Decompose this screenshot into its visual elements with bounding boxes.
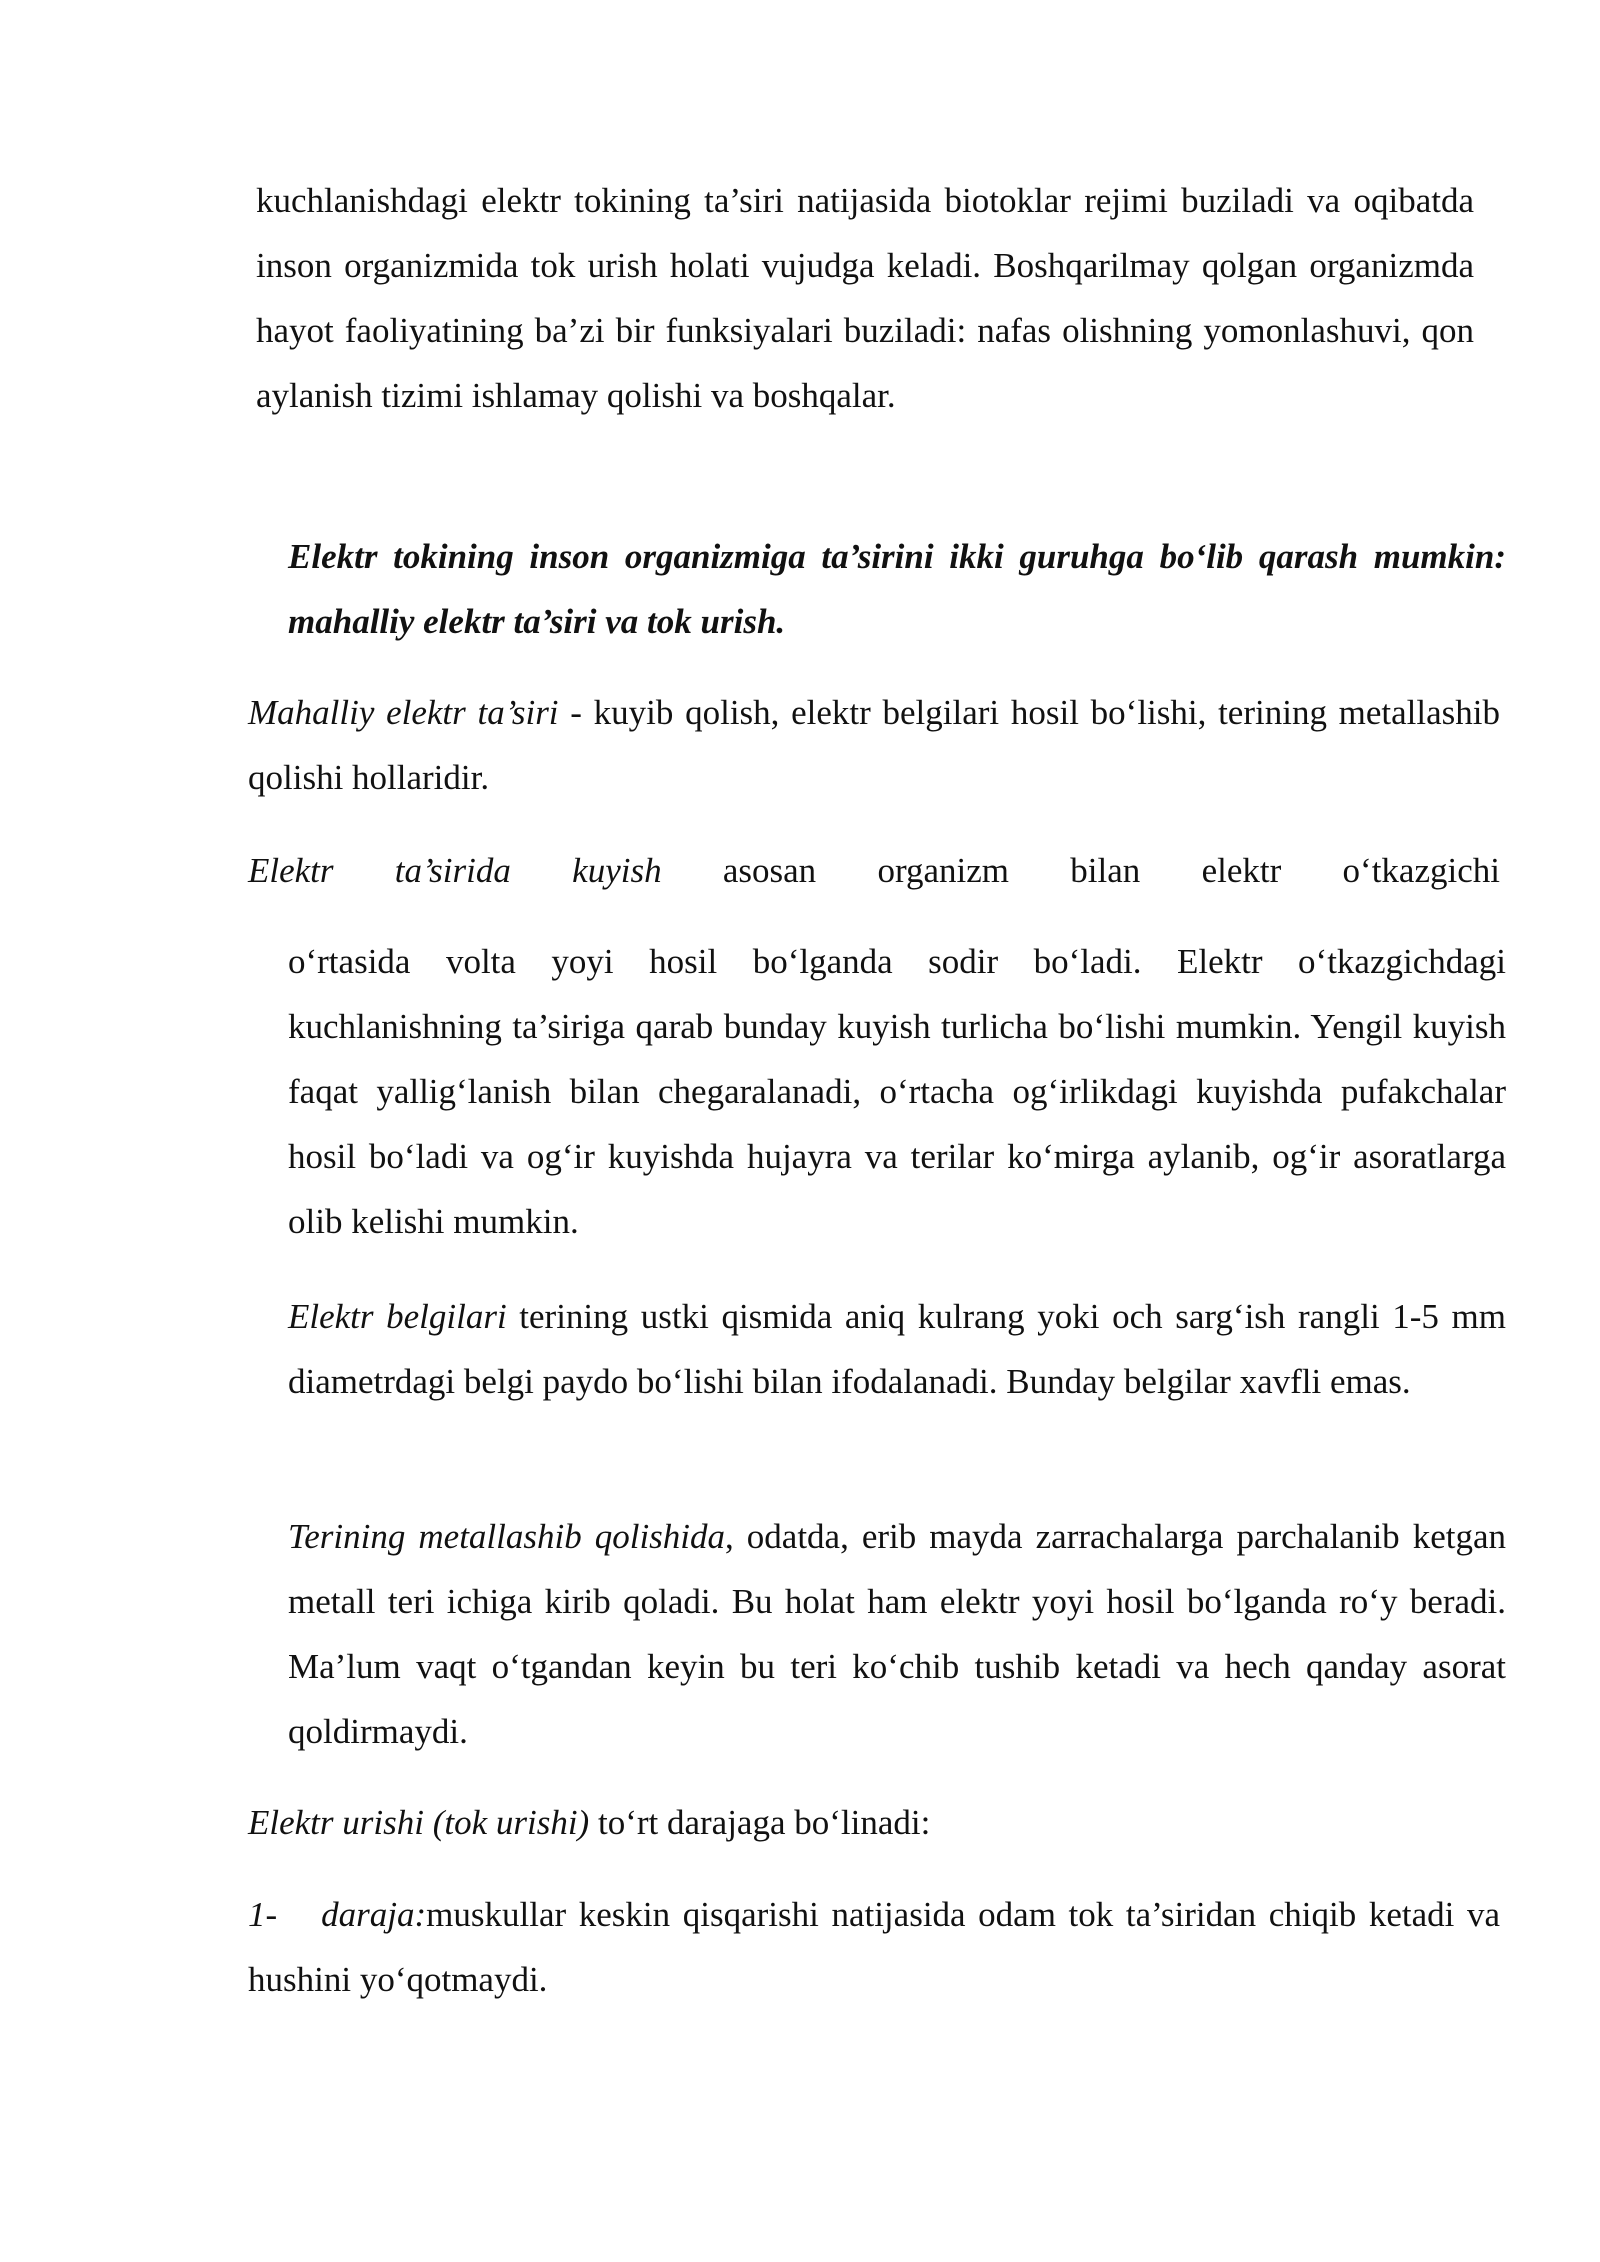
paragraph-burn-details <box>256 929 1506 1254</box>
paragraph-metallization <box>256 1504 1506 1764</box>
paragraph-shock-degrees <box>222 1790 1500 1855</box>
term-local-effect: Mahalliy elektr ta’siri <box>248 693 559 732</box>
paragraph-electric-marks <box>256 1284 1506 1414</box>
paragraph-shock-degrees-text: to‘rt darajaga bo‘linadi: <box>589 1803 931 1842</box>
paragraph-metallization-text: , odatda, erib mayda zarrachalarga parchalanib ketgan metall teri ichiga kirib qoladi. Bu holat ham elektr yoyi hosil bo‘lganda ro‘y beradi. Ma’lum vaqt o‘tgandan keyin bu teri ko‘chib tushib ketadi va hech qanday asorat qoldirmaydi. <box>288 1517 1506 1751</box>
paragraph-electric-marks-text: terining ustki qismida aniq kulrang yoki och sarg‘ish rangli 1-5 mm diametrdagi belgi paydo bo‘lishi bilan ifodalanadi. Bunday belgilar xavfli emas. <box>288 1297 1506 1401</box>
paragraph-degree-one <box>222 1882 1500 2012</box>
paragraph-burn-intro-text: asosan organizm bilan elektr o‘tkazgichi <box>661 851 1500 890</box>
term-degree: daraja: <box>321 1895 427 1934</box>
paragraph-burn-intro <box>222 838 1500 903</box>
paragraph-two-groups <box>256 524 1506 654</box>
paragraph-local-effect <box>222 680 1500 810</box>
term-metallization: Terining metallashib qolishida <box>288 1517 726 1556</box>
paragraph-degree-one-text: muskullar keskin qisqarishi natijasida odam tok ta’siridan chiqib ketadi va hushini yo‘qotmaydi. <box>248 1895 1500 1999</box>
paragraph-burn-details-text: o‘rtasida volta yoyi hosil bo‘lganda sodir bo‘ladi. Elektr o‘tkazgichdagi kuchlanishning ta’siriga qarab bunday kuyish turlicha bo‘lishi mumkin. Yengil kuyish faqat yallig‘lanish bilan chegaralanadi, o‘rtacha og‘irlikdagi kuyishda pufakchalar hosil bo‘ladi va og‘ir kuyishda hujayra va terilar ko‘mirga aylanib, og‘ir asoratlarga olib kelishi mumkin. <box>288 942 1506 1241</box>
paragraph-two-groups-text: Elektr tokining inson organizmiga ta’sirini ikki guruhga bo‘lib qarash mumkin: mahalliy elektr ta’siri va tok urish. <box>288 537 1506 641</box>
term-burn: Elektr ta’sirida kuyish <box>248 851 662 890</box>
paragraph-local-effect-text: - kuyib qolish, elektr belgilari hosil bo‘lishi, terining metallashib qolishi hollaridir. <box>248 693 1501 797</box>
paragraph-effects <box>256 168 1474 428</box>
degree-one-number: 1- <box>248 1895 278 1934</box>
term-electric-marks: Elektr belgilari <box>288 1297 507 1336</box>
term-electric-shock: Elektr urishi (tok urishi) <box>248 1803 590 1842</box>
paragraph-effects-text: kuchlanishdagi elektr tokining ta’siri natijasida biotoklar rejimi buziladi va oqibatda inson organizmida tok urish holati vujudga keladi. Boshqarilmay qolgan organizmda hayot faoliyatining ba’zi bir funksiyalari buziladi: nafas olishning yomonlashuvi, qon aylanish tizimi ishlamay qolishi va boshqalar. <box>256 181 1474 415</box>
